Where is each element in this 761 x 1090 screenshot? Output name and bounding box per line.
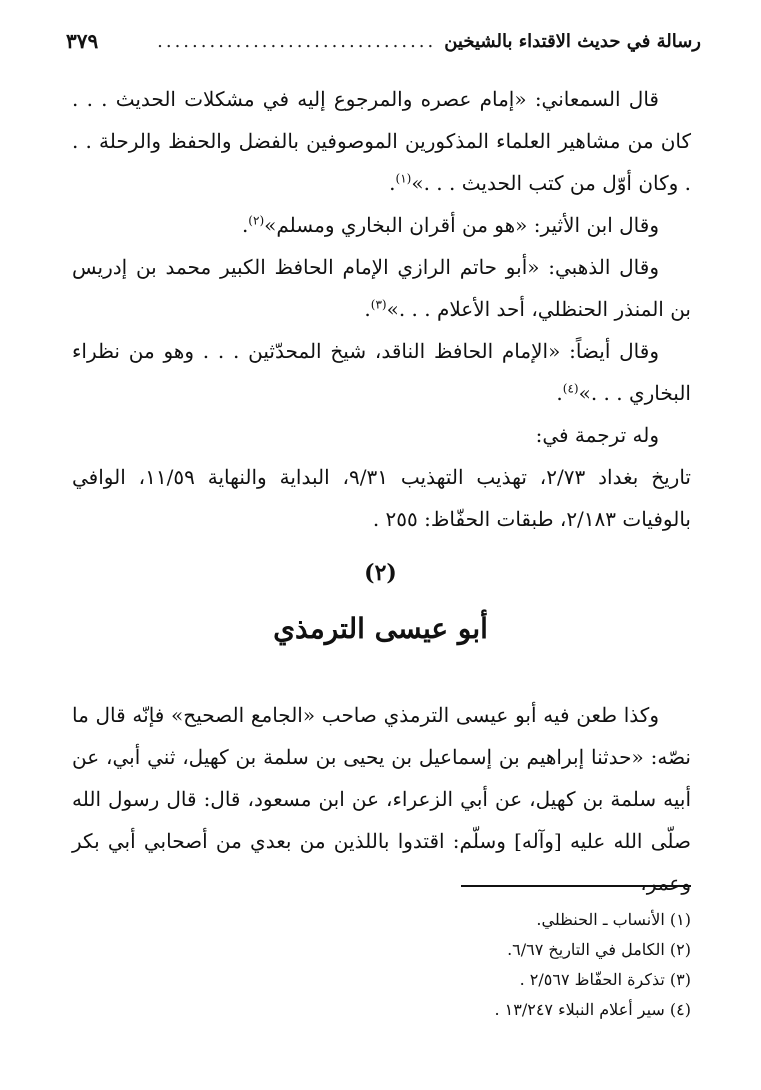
page-number: ٣٧٩ bbox=[66, 29, 99, 53]
section-number: (٢) bbox=[364, 560, 397, 586]
paragraph-text: وقال أيضاً: «الإمام الحافظ الناقد، شيخ المحدّثين . . . وهو من نظراء البخاري . . .» bbox=[72, 339, 691, 405]
paragraph-sources: تاريخ بغداد ٢/٧٣، تهذيب التهذيب ٩/٣١، البداية والنهاية ١١/٥٩، الوافي بالوفيات ٢/١٨٣، طبقات الحفّاظ: ٢٥٥ . bbox=[72, 465, 691, 531]
main-text-top bbox=[72, 78, 691, 540]
paragraph: قال السمعاني: «إمام عصره والمرجوع إليه في مشكلات الحديث . . . كان من مشاهير العلماء المذكورين الموصوفين بالفضل والحفظ والرحلة . . . وكان أوّل من كتب الحديث . . .»$^{(١)}$. bbox=[72, 87, 691, 195]
footnote-marker: (٣) bbox=[370, 297, 387, 312]
paragraph: وله ترجمة في: bbox=[535, 423, 659, 447]
footnote-marker: (٢) bbox=[248, 213, 265, 228]
section-title: أبو عيسى الترمذي bbox=[273, 612, 488, 645]
header-dots: ................................ bbox=[157, 30, 437, 52]
paragraph: وقال ابن الأثير: «هو من أقران البخاري ومسلم»$^{(٢)}$. bbox=[241, 213, 659, 237]
footnote-divider bbox=[461, 885, 691, 887]
running-title: رسالة في حديث الاقتداء بالشيخين bbox=[444, 30, 701, 52]
footnotes bbox=[240, 905, 691, 1025]
paragraph-text: وقال الذهبي: «أبو حاتم الرازي الإمام الحافظ الكبير محمد بن إدريس بن المنذر الحنظلي، أحد الأعلام . . .» bbox=[72, 255, 691, 321]
footnote-marker: (١) bbox=[395, 171, 412, 186]
footnote: (٢) الكامل في التاريخ ٦/٦٧. bbox=[507, 940, 691, 959]
footnote: (١) الأنساب ـ الحنظلي. bbox=[536, 910, 691, 929]
paragraph-text: قال السمعاني: «إمام عصره والمرجوع إليه في مشكلات الحديث . . . كان من مشاهير العلماء المذكورين الموصوفين بالفضل والحفظ والرحلة . . . وكان أوّل من كتب الحديث . . .» bbox=[72, 87, 691, 195]
paragraph: وقال أيضاً: «الإمام الحافظ الناقد، شيخ المحدّثين . . . وهو من نظراء البخاري . . .»$^{(٤)}$. bbox=[72, 339, 691, 405]
paragraph-text: وقال ابن الأثير: «هو من أقران البخاري ومسلم» bbox=[264, 213, 659, 237]
running-header bbox=[66, 26, 701, 56]
footnote: (٣) تذكرة الحفّاظ ٢/٥٦٧ . bbox=[519, 970, 691, 989]
paragraph: وكذا طعن فيه أبو عيسى الترمذي صاحب «الجامع الصحيح» فإنّه قال ما نصّه: «حدثنا إبراهيم بن إسماعيل بن يحيى بن سلمة بن كهيل، ثني أبي، عن أبيه سلمة بن كهيل، عن أبي الزعراء، عن ابن مسعود، قال: قال رسول الله صلّى الله عليه [وآله] وسلّم: اقتدوا باللذين من بعدي من أصحابي أبي بكر وعمر، bbox=[72, 703, 691, 895]
paragraph: وقال الذهبي: «أبو حاتم الرازي الإمام الحافظ الكبير محمد بن إدريس بن المنذر الحنظلي، أحد الأعلام . . .»$^{(٣)}$. bbox=[72, 255, 691, 321]
main-text-bottom bbox=[72, 694, 691, 904]
footnote: (٤) سير أعلام النبلاء ١٣/٢٤٧ . bbox=[494, 1000, 691, 1019]
footnote-marker: (٤) bbox=[562, 381, 579, 396]
